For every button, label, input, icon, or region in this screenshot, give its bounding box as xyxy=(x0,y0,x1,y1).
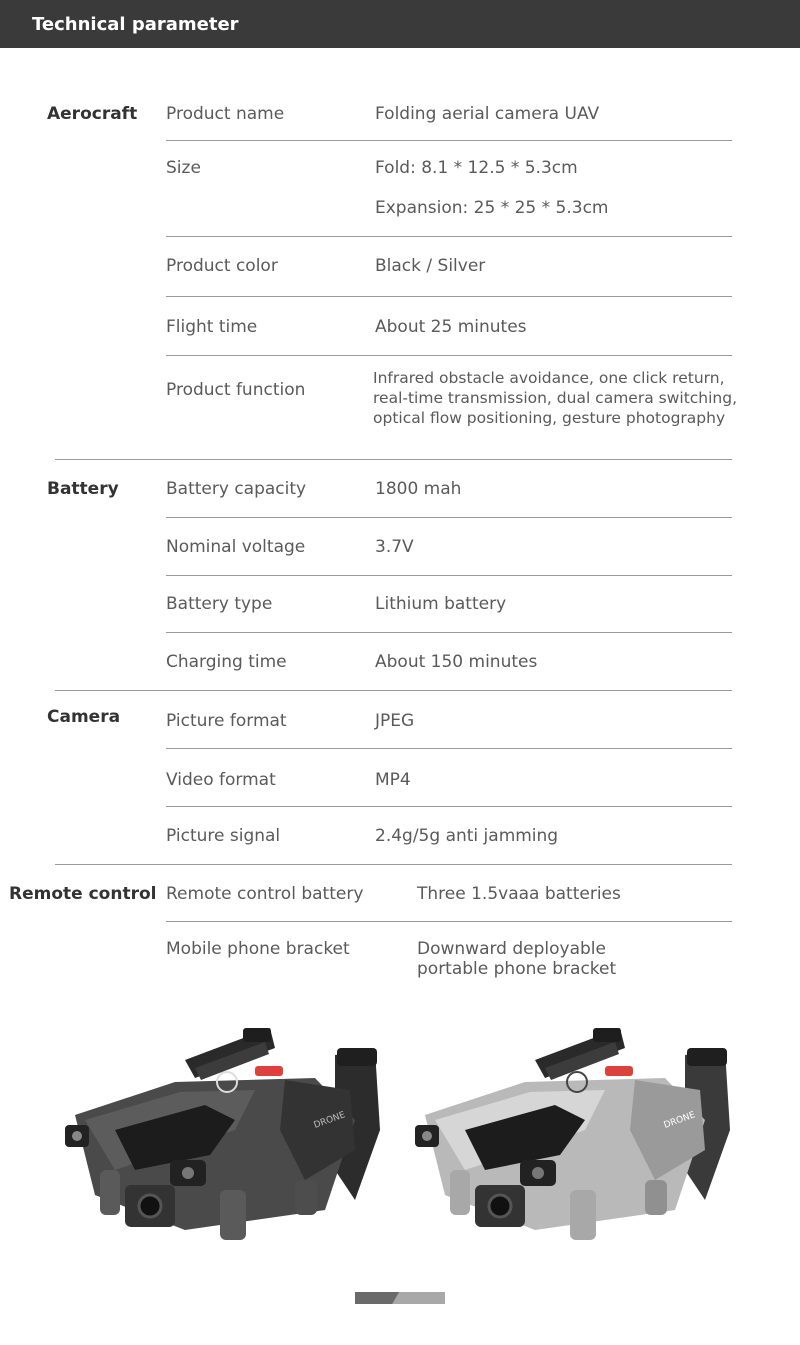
header-bar xyxy=(0,0,800,48)
divider xyxy=(166,575,732,576)
divider xyxy=(166,236,732,237)
product-name-label: Product name xyxy=(166,104,285,124)
product-color-label: Product color xyxy=(166,256,278,276)
size-fold-value: Fold: 8.1 * 12.5 * 5.3cm xyxy=(375,158,578,178)
section-battery-label: Battery xyxy=(47,479,119,499)
drone-silver-label: DRONE xyxy=(662,1110,697,1131)
phone-bracket-label: Mobile phone bracket xyxy=(166,939,350,959)
battery-type-value: Lithium battery xyxy=(375,594,507,614)
product-function-value: Infrared obstacle avoidance, one click return, real-time transmission, dual camera switching, optical flow positioning, gesture photography xyxy=(373,369,738,427)
section-camera-label: Camera xyxy=(47,707,121,727)
picture-format-value: JPEG xyxy=(375,711,415,731)
product-name-value: Folding aerial camera UAV xyxy=(375,104,600,124)
video-format-value: MP4 xyxy=(375,770,411,790)
flight-time-value: About 25 minutes xyxy=(375,317,527,337)
section-divider xyxy=(55,690,732,691)
drone-black-image xyxy=(55,1020,395,1270)
divider xyxy=(166,517,732,518)
video-format-label: Video format xyxy=(166,770,276,790)
product-function-label: Product function xyxy=(166,380,306,400)
remote-battery-label: Remote control battery xyxy=(166,884,364,904)
phone-bracket-value: Downward deployable portable phone bracket xyxy=(417,939,617,979)
picture-format-label: Picture format xyxy=(166,711,287,731)
page-title: Technical parameter xyxy=(32,14,239,35)
battery-type-label: Battery type xyxy=(166,594,273,614)
battery-capacity-label: Battery capacity xyxy=(166,479,307,499)
section-divider xyxy=(55,864,732,865)
divider xyxy=(166,921,732,922)
nominal-voltage-value: 3.7V xyxy=(375,537,414,557)
picture-signal-value: 2.4g/5g anti jamming xyxy=(375,826,559,846)
picture-signal-label: Picture signal xyxy=(166,826,281,846)
charging-time-label: Charging time xyxy=(166,652,287,672)
size-expansion-value: Expansion: 25 * 25 * 5.3cm xyxy=(375,198,609,218)
charging-time-value: About 150 minutes xyxy=(375,652,538,672)
battery-capacity-value: 1800 mah xyxy=(375,479,462,499)
size-label: Size xyxy=(166,158,201,178)
divider xyxy=(166,140,732,141)
divider xyxy=(166,632,732,633)
divider xyxy=(166,296,732,297)
divider xyxy=(166,748,732,749)
flight-time-label: Flight time xyxy=(166,317,258,337)
section-aerocraft-label: Aerocraft xyxy=(47,104,138,124)
drone-black-label: DRONE xyxy=(312,1110,347,1131)
bottom-indicator-bar xyxy=(355,1292,445,1304)
drone-silver-image xyxy=(405,1020,745,1270)
nominal-voltage-label: Nominal voltage xyxy=(166,537,306,557)
remote-battery-value: Three 1.5vaaa batteries xyxy=(417,884,621,904)
product-color-value: Black / Silver xyxy=(375,256,486,276)
section-remote-control-label: Remote control xyxy=(9,884,157,904)
divider xyxy=(166,355,732,356)
section-divider xyxy=(55,459,732,460)
divider xyxy=(166,806,732,807)
